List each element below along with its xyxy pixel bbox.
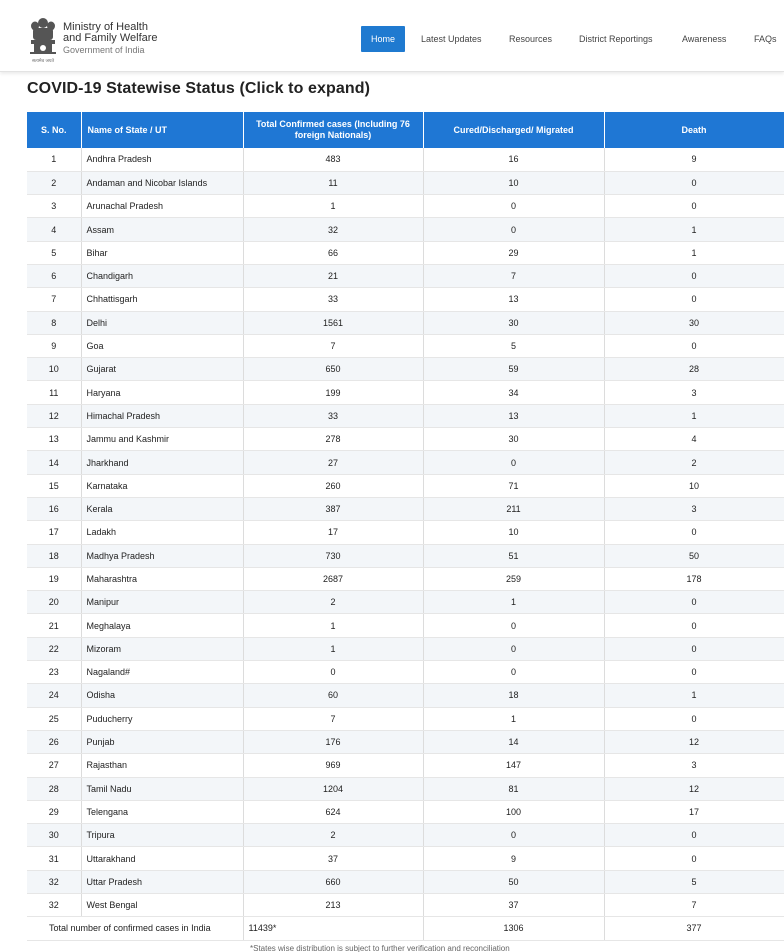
- cell-deaths: 0: [604, 521, 784, 544]
- cell-deaths: 0: [604, 707, 784, 730]
- cell-deaths: 7: [604, 894, 784, 917]
- table-row[interactable]: [27, 474, 784, 497]
- table-row[interactable]: [27, 894, 784, 917]
- cell-deaths: 0: [604, 171, 784, 194]
- cell-confirmed: 2: [243, 824, 423, 847]
- cell-state-name: Goa: [81, 334, 243, 357]
- cell-confirmed: 213: [243, 894, 423, 917]
- cell-cured: 14: [423, 730, 604, 753]
- cell-confirmed: 969: [243, 754, 423, 777]
- cell-deaths: 9: [604, 148, 784, 171]
- ministry-name[interactable]: [63, 22, 158, 56]
- cell-state-name: Uttarakhand: [81, 847, 243, 870]
- cell-deaths: 3: [604, 381, 784, 404]
- cell-cured: 211: [423, 497, 604, 520]
- cell-serial-no: 27: [27, 754, 81, 777]
- table-row[interactable]: [27, 800, 784, 823]
- cell-serial-no: 29: [27, 800, 81, 823]
- cell-deaths: 0: [604, 264, 784, 287]
- cell-confirmed: 27: [243, 451, 423, 474]
- cell-state-name: Gujarat: [81, 358, 243, 381]
- cell-state-name: Tripura: [81, 824, 243, 847]
- cell-cured: 37: [423, 894, 604, 917]
- cell-state-name: Assam: [81, 218, 243, 241]
- table-row[interactable]: [27, 428, 784, 451]
- cell-deaths: 178: [604, 567, 784, 590]
- table-row[interactable]: [27, 614, 784, 637]
- cell-cured: 30: [423, 311, 604, 334]
- cell-state-name: Bihar: [81, 241, 243, 264]
- cell-serial-no: 17: [27, 521, 81, 544]
- cell-confirmed: 66: [243, 241, 423, 264]
- cell-state-name: Manipur: [81, 591, 243, 614]
- cell-cured: 81: [423, 777, 604, 800]
- nav-resources[interactable]: Resources: [509, 34, 553, 44]
- cell-confirmed: 624: [243, 800, 423, 823]
- cell-state-name: Madhya Pradesh: [81, 544, 243, 567]
- cell-cured: 147: [423, 754, 604, 777]
- cell-state-name: Kerala: [81, 497, 243, 520]
- cell-serial-no: 6: [27, 264, 81, 287]
- cell-state-name: Himachal Pradesh: [81, 404, 243, 427]
- cell-cured: 51: [423, 544, 604, 567]
- cell-cured: 13: [423, 404, 604, 427]
- cell-state-name: Mizoram: [81, 637, 243, 660]
- table-row[interactable]: [27, 497, 784, 520]
- total-deaths: 377: [604, 917, 784, 940]
- table-row[interactable]: [27, 358, 784, 381]
- table-row[interactable]: [27, 195, 784, 218]
- cell-confirmed: 0: [243, 661, 423, 684]
- cell-serial-no: 26: [27, 730, 81, 753]
- table-row[interactable]: [27, 521, 784, 544]
- cell-cured: 10: [423, 171, 604, 194]
- cell-state-name: Chandigarh: [81, 264, 243, 287]
- cell-state-name: Odisha: [81, 684, 243, 707]
- cell-confirmed: 199: [243, 381, 423, 404]
- cell-cured: 100: [423, 800, 604, 823]
- cell-deaths: 1: [604, 218, 784, 241]
- header-cured: Cured/Discharged/ Migrated: [423, 112, 604, 148]
- cell-deaths: 2: [604, 451, 784, 474]
- table-row[interactable]: [27, 148, 784, 171]
- cell-deaths: 3: [604, 754, 784, 777]
- cell-deaths: 0: [604, 824, 784, 847]
- footnote: *States wise distribution is subject to further verification and reconciliation: [250, 944, 510, 952]
- cell-deaths: 4: [604, 428, 784, 451]
- cell-confirmed: 278: [243, 428, 423, 451]
- cell-deaths: 1: [604, 404, 784, 427]
- table-row[interactable]: [27, 847, 784, 870]
- table-row[interactable]: [27, 707, 784, 730]
- statewise-table-container: [27, 112, 784, 941]
- cell-deaths: 0: [604, 847, 784, 870]
- cell-cured: 1: [423, 591, 604, 614]
- cell-confirmed: 660: [243, 870, 423, 893]
- cell-deaths: 0: [604, 288, 784, 311]
- cell-serial-no: 24: [27, 684, 81, 707]
- table-header-row: [27, 112, 784, 148]
- cell-serial-no: 3: [27, 195, 81, 218]
- cell-confirmed: 11: [243, 171, 423, 194]
- cell-serial-no: 15: [27, 474, 81, 497]
- cell-confirmed: 1: [243, 195, 423, 218]
- table-row[interactable]: [27, 754, 784, 777]
- cell-cured: 0: [423, 824, 604, 847]
- table-row[interactable]: [27, 218, 784, 241]
- table-row[interactable]: [27, 567, 784, 590]
- cell-serial-no: 31: [27, 847, 81, 870]
- cell-cured: 18: [423, 684, 604, 707]
- cell-confirmed: 21: [243, 264, 423, 287]
- cell-serial-no: 20: [27, 591, 81, 614]
- cell-confirmed: 7: [243, 707, 423, 730]
- cell-serial-no: 8: [27, 311, 81, 334]
- cell-serial-no: 18: [27, 544, 81, 567]
- total-cured: 1306: [423, 917, 604, 940]
- cell-state-name: Ladakh: [81, 521, 243, 544]
- cell-cured: 0: [423, 195, 604, 218]
- total-confirmed: 11439*: [243, 917, 423, 940]
- cell-state-name: Uttar Pradesh: [81, 870, 243, 893]
- total-label: Total number of confirmed cases in India: [27, 917, 243, 940]
- nav-district-reportings[interactable]: District Reportings: [579, 34, 653, 44]
- page-title[interactable]: COVID-19 Statewise Status (Click to expand): [27, 80, 371, 97]
- cell-cured: 71: [423, 474, 604, 497]
- cell-state-name: Meghalaya: [81, 614, 243, 637]
- cell-state-name: Telengana: [81, 800, 243, 823]
- cell-cured: 50: [423, 870, 604, 893]
- cell-deaths: 0: [604, 195, 784, 218]
- table-row[interactable]: [27, 241, 784, 264]
- ministry-line3: Government of India: [63, 45, 145, 55]
- cell-deaths: 12: [604, 777, 784, 800]
- ministry-line2: and Family Welfare: [63, 32, 158, 44]
- table-row[interactable]: [27, 451, 784, 474]
- cell-serial-no: 9: [27, 334, 81, 357]
- cell-confirmed: 2687: [243, 567, 423, 590]
- cell-confirmed: 483: [243, 148, 423, 171]
- cell-serial-no: 14: [27, 451, 81, 474]
- cell-state-name: Puducherry: [81, 707, 243, 730]
- cell-serial-no: 1: [27, 148, 81, 171]
- cell-cured: 5: [423, 334, 604, 357]
- cell-deaths: 12: [604, 730, 784, 753]
- cell-confirmed: 1: [243, 614, 423, 637]
- cell-confirmed: 650: [243, 358, 423, 381]
- cell-cured: 0: [423, 661, 604, 684]
- cell-confirmed: 37: [243, 847, 423, 870]
- cell-confirmed: 387: [243, 497, 423, 520]
- table-row[interactable]: [27, 824, 784, 847]
- table-row[interactable]: [27, 381, 784, 404]
- cell-confirmed: 60: [243, 684, 423, 707]
- cell-state-name: Nagaland#: [81, 661, 243, 684]
- cell-serial-no: 4: [27, 218, 81, 241]
- cell-state-name: Karnataka: [81, 474, 243, 497]
- table-row[interactable]: [27, 264, 784, 287]
- cell-confirmed: 1561: [243, 311, 423, 334]
- cell-confirmed: 1204: [243, 777, 423, 800]
- table-row[interactable]: [27, 404, 784, 427]
- cell-state-name: Punjab: [81, 730, 243, 753]
- table-row[interactable]: [27, 171, 784, 194]
- cell-serial-no: 16: [27, 497, 81, 520]
- table-row[interactable]: [27, 334, 784, 357]
- cell-serial-no: 2: [27, 171, 81, 194]
- cell-state-name: Maharashtra: [81, 567, 243, 590]
- cell-serial-no: 32: [27, 894, 81, 917]
- cell-deaths: 5: [604, 870, 784, 893]
- cell-state-name: Arunachal Pradesh: [81, 195, 243, 218]
- table-row[interactable]: [27, 311, 784, 334]
- cell-serial-no: 30: [27, 824, 81, 847]
- cell-state-name: West Bengal: [81, 894, 243, 917]
- cell-serial-no: 23: [27, 661, 81, 684]
- cell-cured: 1: [423, 707, 604, 730]
- cell-state-name: Andhra Pradesh: [81, 148, 243, 171]
- table-row[interactable]: [27, 591, 784, 614]
- cell-confirmed: 730: [243, 544, 423, 567]
- cell-state-name: Haryana: [81, 381, 243, 404]
- cell-deaths: 0: [604, 334, 784, 357]
- table-row[interactable]: [27, 684, 784, 707]
- cell-cured: 30: [423, 428, 604, 451]
- cell-confirmed: 2: [243, 591, 423, 614]
- emblem-motto: सत्यमेव जयते: [31, 59, 55, 64]
- cell-state-name: Rajasthan: [81, 754, 243, 777]
- cell-serial-no: 5: [27, 241, 81, 264]
- cell-confirmed: 33: [243, 288, 423, 311]
- cell-serial-no: 12: [27, 404, 81, 427]
- cell-state-name: Andaman and Nicobar Islands: [81, 171, 243, 194]
- cell-deaths: 0: [604, 614, 784, 637]
- cell-deaths: 1: [604, 684, 784, 707]
- cell-cured: 7: [423, 264, 604, 287]
- header-state-name: Name of State / UT: [81, 112, 243, 148]
- table-body: [27, 148, 784, 940]
- cell-deaths: 10: [604, 474, 784, 497]
- cell-cured: 59: [423, 358, 604, 381]
- cell-deaths: 3: [604, 497, 784, 520]
- cell-cured: 34: [423, 381, 604, 404]
- cell-state-name: Chhattisgarh: [81, 288, 243, 311]
- cell-cured: 0: [423, 218, 604, 241]
- cell-serial-no: 13: [27, 428, 81, 451]
- table-row[interactable]: [27, 544, 784, 567]
- header-death: Death: [604, 112, 784, 148]
- cell-cured: 0: [423, 637, 604, 660]
- cell-deaths: 1: [604, 241, 784, 264]
- site-header: [0, 0, 784, 72]
- cell-state-name: Tamil Nadu: [81, 777, 243, 800]
- cell-serial-no: 11: [27, 381, 81, 404]
- cell-cured: 29: [423, 241, 604, 264]
- cell-state-name: Jammu and Kashmir: [81, 428, 243, 451]
- cell-serial-no: 21: [27, 614, 81, 637]
- cell-deaths: 50: [604, 544, 784, 567]
- cell-cured: 0: [423, 451, 604, 474]
- cell-confirmed: 176: [243, 730, 423, 753]
- cell-cured: 16: [423, 148, 604, 171]
- header-confirmed: Total Confirmed cases (Including 76 foreign Nationals): [243, 112, 423, 148]
- cell-deaths: 28: [604, 358, 784, 381]
- table-row[interactable]: [27, 661, 784, 684]
- cell-deaths: 0: [604, 637, 784, 660]
- table-row[interactable]: [27, 730, 784, 753]
- statewise-table: [27, 112, 784, 941]
- cell-cured: 13: [423, 288, 604, 311]
- cell-deaths: 0: [604, 661, 784, 684]
- cell-state-name: Jharkhand: [81, 451, 243, 474]
- nav-latest-updates[interactable]: Latest Updates: [421, 34, 482, 44]
- cell-confirmed: 32: [243, 218, 423, 241]
- cell-deaths: 17: [604, 800, 784, 823]
- table-row[interactable]: [27, 637, 784, 660]
- cell-serial-no: 7: [27, 288, 81, 311]
- nav-faqs[interactable]: FAQs: [754, 34, 777, 44]
- cell-serial-no: 32: [27, 870, 81, 893]
- cell-deaths: 30: [604, 311, 784, 334]
- cell-serial-no: 28: [27, 777, 81, 800]
- cell-cured: 0: [423, 614, 604, 637]
- cell-serial-no: 10: [27, 358, 81, 381]
- nav-awareness[interactable]: Awareness: [682, 34, 727, 44]
- cell-confirmed: 260: [243, 474, 423, 497]
- cell-deaths: 0: [604, 591, 784, 614]
- national-emblem-icon[interactable]: [26, 15, 60, 65]
- table-total-row: [27, 917, 784, 940]
- table-row[interactable]: [27, 870, 784, 893]
- cell-cured: 10: [423, 521, 604, 544]
- table-row[interactable]: [27, 777, 784, 800]
- nav-home[interactable]: Home: [361, 26, 405, 52]
- cell-cured: 9: [423, 847, 604, 870]
- cell-cured: 259: [423, 567, 604, 590]
- cell-confirmed: 1: [243, 637, 423, 660]
- cell-confirmed: 7: [243, 334, 423, 357]
- cell-state-name: Delhi: [81, 311, 243, 334]
- cell-confirmed: 33: [243, 404, 423, 427]
- cell-serial-no: 19: [27, 567, 81, 590]
- ministry-line1: Ministry of Health: [63, 21, 148, 33]
- cell-confirmed: 17: [243, 521, 423, 544]
- cell-serial-no: 25: [27, 707, 81, 730]
- header-serial-no: S. No.: [27, 112, 81, 148]
- table-row[interactable]: [27, 288, 784, 311]
- cell-serial-no: 22: [27, 637, 81, 660]
